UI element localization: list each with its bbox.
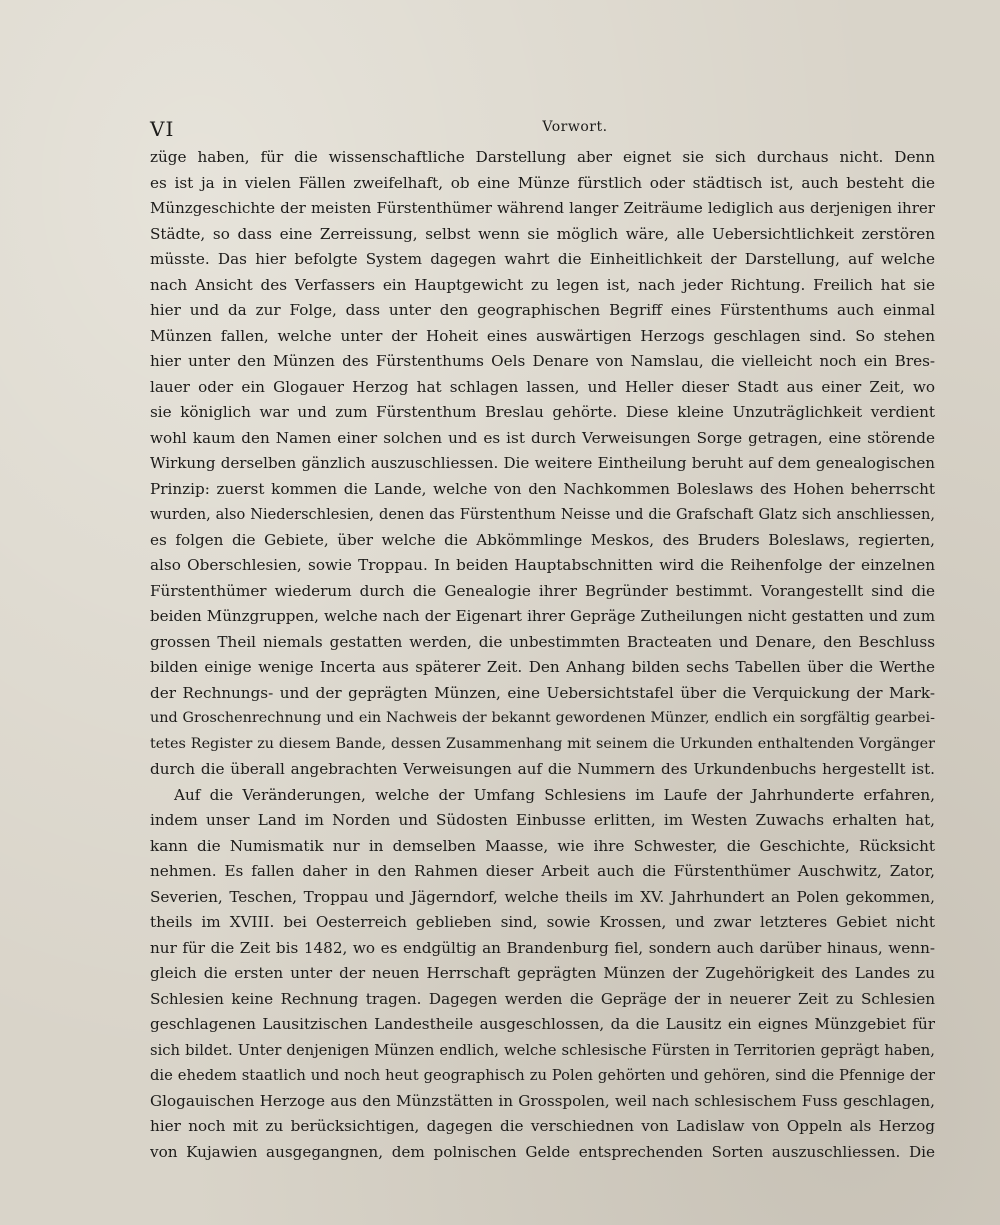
page-number: VI — [150, 117, 175, 141]
text-line: Prinzip: zuerst kommen die Lande, welche von den Nachkommen Boleslaws des Hohen beherrscht — [150, 479, 935, 498]
text-line: hier unter den Münzen des Fürstenthums Oels Denare von Namslau, die vielleicht noch ein Bres- — [150, 352, 935, 370]
text-line: Severien, Teschen, Troppau und Jägerndorf, welche theils im XV. Jahrhundert an Polen gekommen, — [150, 887, 935, 906]
text-line: es folgen die Gebiete, über welche die Abkömmlinge Meskos, des Bruders Boleslaws, regierten, — [150, 530, 935, 549]
text-line: Münzgeschichte der meisten Fürstenthümer während langer Zeiträume lediglich aus derjenigen ihrer — [150, 199, 935, 217]
text-line: nur für die Zeit bis 1482, wo es endgültig an Brandenburg fiel, sondern auch darüber hinaus, wenn- — [150, 938, 935, 957]
text-line: es ist ja in vielen Fällen zweifelhaft, ob eine Münze fürstlich oder städtisch ist, auch besteht die — [150, 173, 935, 192]
text-line: Wirkung derselben gänzlich auszuschliessen. Die weitere Eintheilung beruht auf dem genealogischen — [150, 454, 935, 472]
text-line: Münzen fallen, welche unter der Hoheit eines auswärtigen Herzogs geschlagen sind. So stehen — [150, 326, 935, 345]
paragraph-start-line: Auf die Veränderungen, welche der Umfang Schlesiens im Laufe der Jahrhunderte erfahren, — [174, 785, 935, 804]
text-line: wurden, also Niederschlesien, denen das Fürstenthum Neisse und die Grafschaft Glatz sich anschliessen, — [150, 506, 935, 523]
text-line: züge haben, für die wissenschaftliche Darstellung aber eignet sie sich durchaus nicht. Denn — [150, 148, 935, 166]
text-line: Schlesien keine Rechnung tragen. Dagegen werden die Gepräge der in neuerer Zeit zu Schlesien — [150, 989, 935, 1008]
text-line: nach Ansicht des Verfassers ein Hauptgewicht zu legen ist, nach jeder Richtung. Freilich hat sie — [150, 275, 935, 294]
text-line: sich bildet. Unter denjenigen Münzen endlich, welche schlesische Fürsten in Territorien geprägt haben, — [150, 1041, 935, 1059]
text-line: die ehedem staatlich und noch heut geographisch zu Polen gehörten und gehören, sind die Pfennige der — [150, 1067, 935, 1084]
text-line: beiden Münzgruppen, welche nach der Eigenart ihrer Gepräge Zutheilungen nicht gestatten und zum — [150, 607, 935, 625]
body-text — [150, 145, 935, 1165]
text-line: von Kujawien ausgegangnen, dem polnischen Gelde entsprechenden Sorten auszuschliessen. Die — [150, 1142, 935, 1161]
text-line: indem unser Land im Norden und Südosten Einbusse erlitten, im Westen Zuwachs erhalten hat, — [150, 811, 935, 829]
text-line: der Rechnungs- und der geprägten Münzen, eine Uebersichtstafel über die Verquickung der Mark- — [150, 683, 935, 702]
text-line: wohl kaum den Namen einer solchen und es ist durch Verweisungen Sorge getragen, eine störende — [150, 428, 935, 447]
text-line: theils im XVIII. bei Oesterreich geblieben sind, sowie Krossen, und zwar letzteres Gebiet nicht — [150, 913, 935, 931]
text-line: nehmen. Es fallen daher in den Rahmen dieser Arbeit auch die Fürstenthümer Auschwitz, Zator, — [150, 862, 935, 880]
text-line: hier noch mit zu berücksichtigen, dagegen die verschiednen von Ladislaw von Oppeln als Herzog — [150, 1117, 935, 1135]
text-line: Glogauischen Herzoge aus den Münzstätten in Grosspolen, weil nach schlesischem Fuss geschlagen, — [150, 1091, 935, 1110]
text-line: Städte, so dass eine Zerreissung, selbst wenn sie möglich wäre, alle Uebersichtlichkeit zerstören — [150, 224, 935, 243]
text-line: müsste. Das hier befolgte System dagegen wahrt die Einheitlichkeit der Darstellung, auf welche — [150, 250, 935, 268]
text-line: tetes Register zu diesem Bande, dessen Zusammenhang mit seinem die Urkunden enthaltenden Vorgänger — [150, 735, 935, 752]
running-head-title: Vorwort. — [542, 119, 608, 135]
text-line: Fürstenthümer wiederum durch die Genealogie ihrer Begründer bestimmt. Vorangestellt sind die — [150, 581, 935, 600]
text-line: gleich die ersten unter der neuen Herrschaft geprägten Münzen der Zugehörigkeit des Landes zu — [150, 964, 935, 982]
text-line: geschlagenen Lausitzischen Landestheile ausgeschlossen, da die Lausitz ein eignes Münzgebiet für — [150, 1015, 935, 1033]
text-line: grossen Theil niemals gestatten werden, die unbestimmten Bracteaten und Denare, den Beschluss — [150, 632, 935, 651]
text-line: hier und da zur Folge, dass unter den geographischen Begriff eines Fürstenthums auch einmal — [150, 301, 935, 319]
text-line: durch die überall angebrachten Verweisungen auf die Nummern des Urkundenbuchs hergestellt ist. — [150, 760, 935, 778]
text-line: kann die Numismatik nur in demselben Maasse, wie ihre Schwester, die Geschichte, Rücksicht — [150, 836, 935, 855]
running-head — [150, 117, 940, 147]
text-line: und Groschenrechnung und ein Nachweis der bekannt gewordenen Münzer, endlich ein sorgfältig gearbei- — [150, 710, 935, 726]
text-line: sie königlich war und zum Fürstenthum Breslau gehörte. Diese kleine Unzuträglichkeit verdient — [150, 403, 935, 421]
text-line: also Oberschlesien, sowie Troppau. In beiden Hauptabschnitten wird die Reihenfolge der einzelnen — [150, 556, 935, 574]
text-line: bilden einige wenige Incerta aus späterer Zeit. Den Anhang bilden sechs Tabellen über die Werthe — [150, 658, 935, 676]
text-line: lauer oder ein Glogauer Herzog hat schlagen lassen, und Heller dieser Stadt aus einer Zeit, wo — [150, 377, 935, 396]
